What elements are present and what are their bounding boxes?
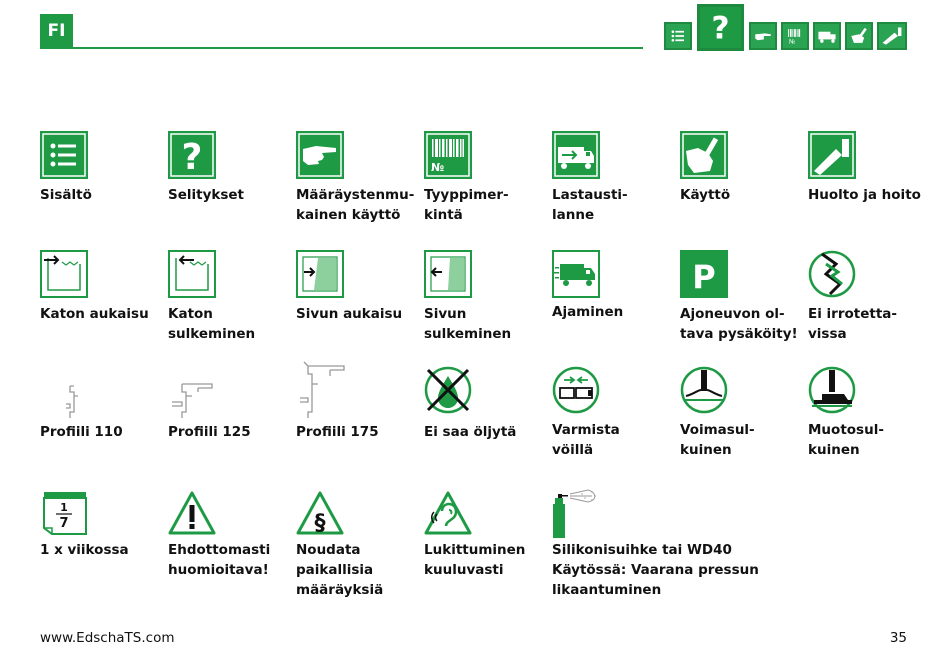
legend-label: Katon aukaisu bbox=[40, 306, 149, 322]
force-locking-icon bbox=[680, 366, 728, 414]
legend-label: Käyttö bbox=[680, 187, 731, 203]
secure-strap-icon bbox=[552, 366, 600, 414]
legend-label: Varmista vöillä bbox=[552, 422, 620, 458]
pointing-hand-icon[interactable] bbox=[749, 22, 777, 50]
side-closing-icon bbox=[424, 250, 472, 298]
svg-text:?: ? bbox=[181, 137, 203, 178]
legend-label: Tyyppimer- kintä bbox=[424, 187, 509, 223]
legend-label: Katon sulkeminen bbox=[168, 306, 256, 342]
legend-label: Ei saa öljytä bbox=[424, 424, 517, 440]
language-badge: FI bbox=[40, 14, 73, 49]
ear-icon bbox=[424, 490, 472, 538]
help-icon bbox=[168, 131, 216, 179]
legend-label: Sivun sulkeminen bbox=[424, 306, 512, 342]
help-icon[interactable] bbox=[697, 4, 744, 51]
legend-label: Lastausti- lanne bbox=[552, 187, 628, 223]
pointing-hand-icon bbox=[296, 131, 344, 179]
legend-label: Huolto ja hoito bbox=[808, 187, 921, 203]
legend-label: Profiili 125 bbox=[168, 424, 251, 440]
svg-text:§: § bbox=[314, 511, 326, 536]
calendar-icon bbox=[40, 490, 88, 538]
roof-closing-icon bbox=[168, 250, 216, 298]
form-locking-icon bbox=[808, 366, 856, 414]
svg-text:P: P bbox=[692, 258, 716, 296]
legend-label: Ajaminen bbox=[552, 304, 624, 320]
not-detachable-icon bbox=[808, 250, 856, 298]
legend-label: Ehdottomasti huomioitava! bbox=[168, 542, 271, 578]
contents-icon[interactable] bbox=[664, 22, 692, 50]
loading-truck-icon[interactable] bbox=[813, 22, 841, 50]
legend-label: Selitykset bbox=[168, 187, 245, 203]
svg-text:1: 1 bbox=[60, 501, 68, 514]
legend-label: Muotosul- kuinen bbox=[808, 422, 884, 458]
page-number: 35 bbox=[889, 630, 907, 646]
svg-text:№: № bbox=[789, 38, 796, 46]
legend-label: Sivun aukaisu bbox=[296, 306, 403, 322]
driving-truck-icon bbox=[552, 250, 600, 298]
side-opening-icon bbox=[296, 250, 344, 298]
parking-icon bbox=[680, 250, 728, 298]
legend-label: Lukittuminen kuuluvasti bbox=[424, 542, 526, 578]
legend-label: Profiili 110 bbox=[40, 424, 123, 440]
legend-label: Ajoneuvon ol- tava pysäköity! bbox=[680, 306, 798, 342]
header-rule bbox=[73, 47, 643, 49]
svg-text:?: ? bbox=[711, 10, 730, 47]
legend-label: Noudata paikallisia määräyksiä bbox=[296, 542, 384, 598]
legend-label: Silikonisuihke tai WD40 Käytössä: Vaarana pressun likaantuminen bbox=[552, 542, 759, 598]
legend-label: Ei irrotetta- vissa bbox=[808, 306, 897, 342]
legend-label: Profiili 175 bbox=[296, 424, 379, 440]
warning-icon bbox=[168, 490, 216, 538]
operation-hand-icon bbox=[680, 131, 728, 179]
legend-label: 1 x viikossa bbox=[40, 542, 129, 558]
maintenance-icon bbox=[808, 131, 856, 179]
profile-175-icon bbox=[300, 362, 348, 410]
operation-hand-icon[interactable] bbox=[845, 22, 873, 50]
contents-icon bbox=[40, 131, 88, 179]
no-oil-icon bbox=[424, 366, 472, 414]
type-plate-icon bbox=[424, 131, 472, 179]
svg-text:7: 7 bbox=[59, 516, 69, 531]
svg-text:№: № bbox=[431, 161, 445, 174]
maintenance-icon[interactable] bbox=[877, 22, 907, 50]
legend-label: Sisältö bbox=[40, 187, 92, 203]
type-plate-icon[interactable] bbox=[781, 22, 809, 50]
legend-label: Määräystenmu- kainen käyttö bbox=[296, 187, 415, 223]
spray-can-icon bbox=[552, 488, 602, 538]
footer-url[interactable]: www.EdschaTS.com bbox=[40, 630, 175, 646]
legend-label: Voimasul- kuinen bbox=[680, 422, 755, 458]
roof-opening-icon bbox=[40, 250, 88, 298]
loading-truck-icon bbox=[552, 131, 600, 179]
regulations-icon bbox=[296, 490, 344, 538]
